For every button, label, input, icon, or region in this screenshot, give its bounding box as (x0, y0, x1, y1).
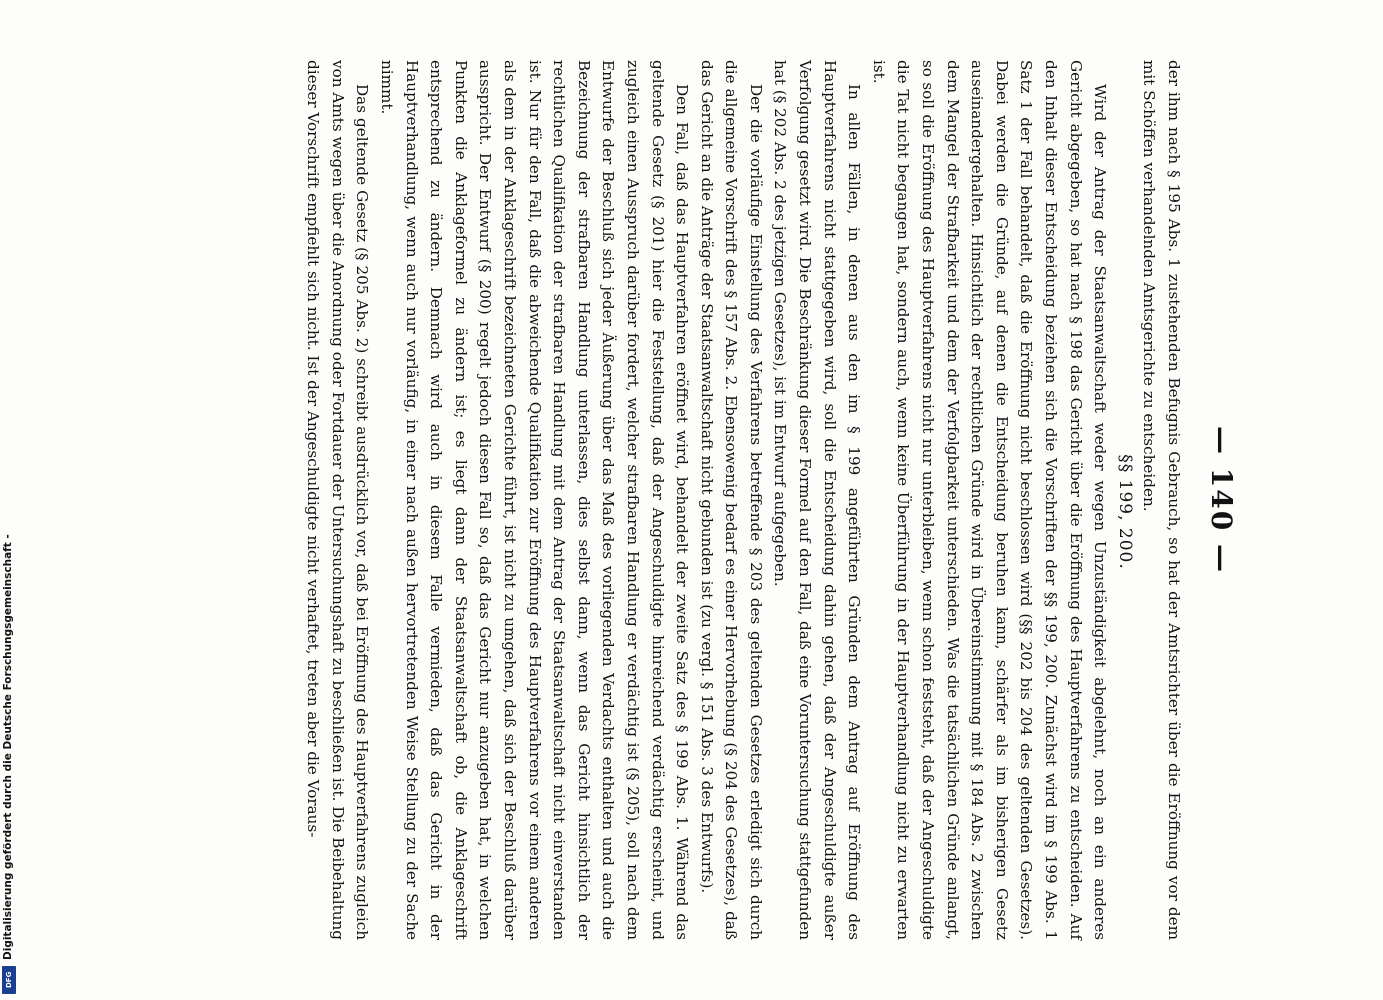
paragraph: Das geltende Gesetz (§ 205 Abs. 2) schreibt ausdrücklich vor, daß bei Eröffnung des Hauptverfahrens zugleich von Amts wegen über die Anordnung oder Fortdauer der Untersuchungshaft zu beschließen ist. Die Beibehaltung dieser Vorschrift empfiehlt sich nicht. Ist der Angeschuldigte nicht verhaftet, treten aber die Voraus- (304, 60, 372, 940)
page-number: — 140 — (1205, 426, 1238, 574)
digitization-credit: Digitalisierung gefördert durch die Deutsche Forschungsgemeinschaft - (2, 534, 14, 960)
paragraph: In allen Fällen, in denen aus den im § 199 angeführten Gründen dem Antrag auf Eröffnung des Hauptverfahrens nicht stattgegeben wird, soll die Entscheidung dahin gehen, daß der Angeschuldigte außer Verfolgung gesetzt wird. Die Beschränkung dieser Formel auf den Fall, daß eine Voruntersuchung stattgefunden hat (§ 202 Abs. 2 des jetzigen Gesetzes), ist im Entwurf aufgegeben. (771, 60, 864, 940)
rotated-page-content (120, 60, 1240, 940)
body-text (301, 60, 1186, 940)
paragraph: Der die vorläufige Einstellung des Verfahrens betreffende § 203 des geltenden Gesetzes erledigt sich durch die allgemeine Vorschrift des § 157 Abs. 2. Ebensowenig bedarf es einer Hervorhebung (§ 204 des Gesetzes), daß das Gericht an die Anträge der Staatsanwaltschaft nicht gebunden ist (zu vergl. § 151 Abs. 3 des Entwurfs). (697, 60, 765, 940)
dfg-logo: DFG (2, 966, 16, 994)
paragraph: Den Fall, daß das Hauptverfahren eröffnet wird, behandelt der zweite Satz des § 199 Abs. 1. Während das geltende Gesetz (§ 201) hier die Feststellung, daß der Angeschuldigte hinreichend verdächtig erscheint, und zugleich einen Ausspruch darüber fordert, welcher strafbaren Handlung er verdächtig ist (§ 205), soll nach dem Entwurfe der Beschluß sich jeder Äußerung über das Maß des vorliegenden Verdachts enthalten und auch die Bezeichnung der strafbaren Handlung unterlassen, dies selbst dann, wenn das Gericht hinsichtlich der rechtlichen Qualifikation der strafbaren Handlung mit dem Antrag der Staatsanwaltschaft nicht einverstanden ist. Nur für den Fall, daß die abweichende Qualifikation zur Eröffnung des Hauptverfahrens vor einem anderen als dem in der Anklageschrift bezeichneten Gerichte führt, ist nicht zu umgehen, daß sich der Beschluß darüber ausspricht. Der Entwurf (§ 200) regelt jedoch diesen Fall so, daß das Gericht nur anzugeben hat, in welchen Punkten die Anklageformel zu ändern ist; es liegt dann der Staatsanwaltschaft ob, die Anklageschrift entsprechend zu ändern. Demnach wird auch in diesem Falle vermieden, daß das Gericht in der Hauptverhandlung, wenn auch nur vorläufig, in einer nach außen hervortretenden Weise Stellung zu der Sache nimmt. (378, 60, 692, 940)
paragraph: Wird der Antrag der Staatsanwaltschaft weder wegen Unzuständigkeit abgelehnt, noch an ein anderes Gericht abgegeben, so hat nach § 198 das Gericht über die Eröffnung des Hauptverfahrens zu entscheiden. Auf den Inhalt dieser Entscheidung beziehen sich die Vorschriften der §§ 199, 200. Zunächst wird im § 199 Abs. 1 Satz 1 der Fall behandelt, daß die Eröffnung nicht beschlossen wird (§§ 202 bis 204 des geltenden Gesetzes). Dabei werden die Gründe, auf denen die Entscheidung beruhen kann, schärfer als im bisherigen Gesetz auseinandergehalten. Hinsichtlich der rechtlichen Gründe wird in Übereinstimmung mit § 184 Abs. 2 zwischen dem Mangel der Strafbarkeit und dem der Verfolgbarkeit unterschieden. Was die tatsächlichen Gründe anlangt, so soll die Eröffnung des Hauptverfahrens nicht nur unterbleiben, wenn schon feststeht, daß der Angeschuldigte die Tat nicht begangen hat, sondern auch, wenn keine Überführung in der Hauptverhandlung nicht zu erwarten ist. (869, 60, 1110, 940)
section-heading: §§ 199, 200. (1114, 454, 1135, 570)
digitization-sidebar (0, 0, 22, 1000)
paragraph-continuation: der ihm nach § 195 Abs. 1 zustehenden Befugnis Gebrauch, so hat der Amtsrichter über die Eröffnung vor dem mit Schöffen verhandelnden Amtsgerichte zu entscheiden. (1140, 60, 1183, 940)
